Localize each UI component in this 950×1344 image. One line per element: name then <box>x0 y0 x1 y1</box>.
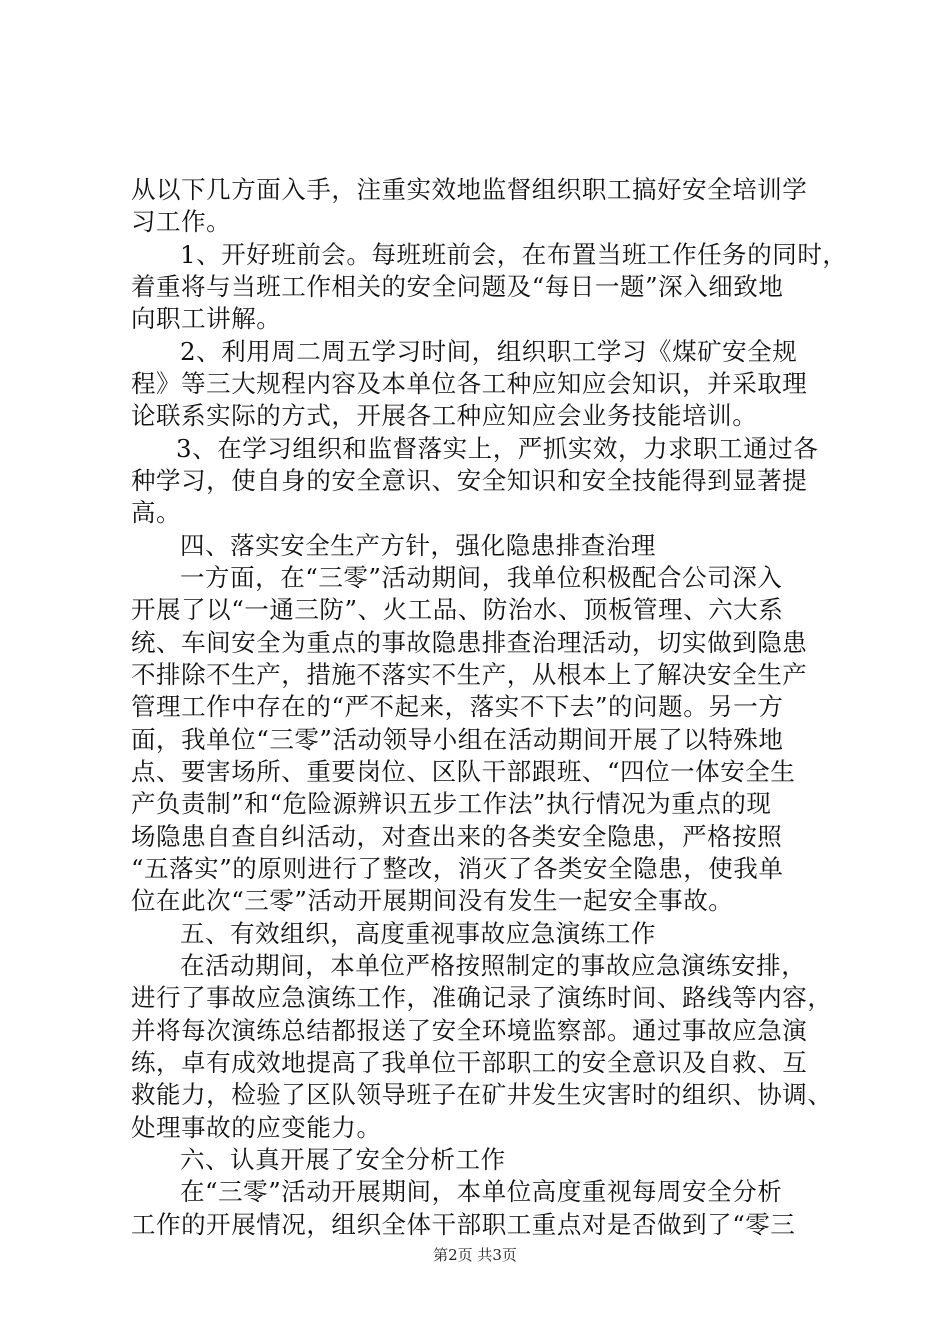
text-line-22: “五落实”的原则进行了整改，消灭了各类安全隐患，使我单 <box>131 854 784 883</box>
text-line-23: 位在此次“三零”活动开展期间没有发生一起安全事故。 <box>131 886 734 915</box>
text-line-19: 点、要害场所、重要岗位、区队干部跟班、“四位一体安全生 <box>131 757 796 786</box>
text-line-6: 2、利用周二周五学习时间，组织职工学习《煤矿安全规 <box>180 337 798 366</box>
text-line-20: 产负责制”和“危险源辨识五步工作法”执行情况为重点的现 <box>131 789 772 818</box>
section-heading-5: 五、有效组织，高度重视事故应急演练工作 <box>180 919 656 948</box>
text-line-8: 论联系实际的方式，开展各工种应知应会业务技能培训。 <box>131 401 758 430</box>
text-line-13: 一方面，在“三零”活动期间，我单位积极配合公司深入 <box>180 563 783 592</box>
section-heading-4: 四、落实安全生产方针，强化隐患排查治理 <box>180 531 656 560</box>
text-line-1: 从以下几方面入手，注重实效地监督组织职工搞好安全培训学 <box>131 175 808 204</box>
text-line-26: 进行了事故应急演练工作，准确记录了演练时间、路线等内容， <box>131 983 833 1012</box>
page-number-footer: 第2页 共3页 <box>433 1246 517 1264</box>
text-line-2: 习工作。 <box>131 207 232 236</box>
text-line-3: 1、开好班前会。每班班前会，在布置当班工作任务的同时， <box>180 240 848 269</box>
text-line-9: 3、在学习组织和监督落实上，严抓实效，力求职工通过各 <box>176 434 819 463</box>
text-line-5: 向职工讲解。 <box>131 304 282 333</box>
text-line-15: 统、车间安全为重点的事故隐患排查治理活动，切实做到隐患 <box>131 628 808 657</box>
text-line-21: 场隐患自查自纠活动，对查出来的各类安全隐患，严格按照 <box>131 822 783 851</box>
text-line-25: 在活动期间，本单位严格按照制定的事故应急演练安排， <box>180 951 807 980</box>
text-line-30: 处理事故的应变能力。 <box>131 1113 382 1142</box>
text-line-14: 开展了以“一通三防”、火工品、防治水、顶板管理、六大系 <box>131 595 784 624</box>
text-line-28: 练，卓有成效地提高了我单位干部职工的安全意识及自救、互 <box>131 1048 808 1077</box>
text-line-32: 在“三零”活动开展期间，本单位高度重视每周安全分析 <box>180 1177 783 1206</box>
text-line-27: 并将每次演练总结都报送了安全环境监察部。通过事故应急演 <box>131 1016 808 1045</box>
text-line-17: 管理工作中存在的“严不起来，落实不下去”的问题。另一方 <box>131 692 784 721</box>
text-line-7: 程》等三大规程内容及本单位各工种应知应会知识，并采取理 <box>131 369 808 398</box>
text-line-4: 着重将与当班工作相关的安全问题及“每日一题”深入细致地 <box>131 272 784 301</box>
section-heading-6: 六、认真开展了安全分析工作 <box>180 1145 506 1174</box>
text-line-10: 种学习，使自身的安全意识、安全知识和安全技能得到显著提 <box>131 466 808 495</box>
text-line-18: 面，我单位“三零”活动领导小组在活动期间开展了以特殊地 <box>131 725 784 754</box>
text-line-29: 救能力，检验了区队领导班子在矿井发生灾害时的组织、协调、 <box>131 1080 833 1109</box>
text-line-33: 工作的开展情况，组织全体干部职工重点对是否做到了“零三 <box>131 1210 796 1239</box>
text-line-16: 不排除不生产，措施不落实不生产，从根本上了解决安全生产 <box>131 660 808 689</box>
text-line-11: 高。 <box>131 498 182 527</box>
